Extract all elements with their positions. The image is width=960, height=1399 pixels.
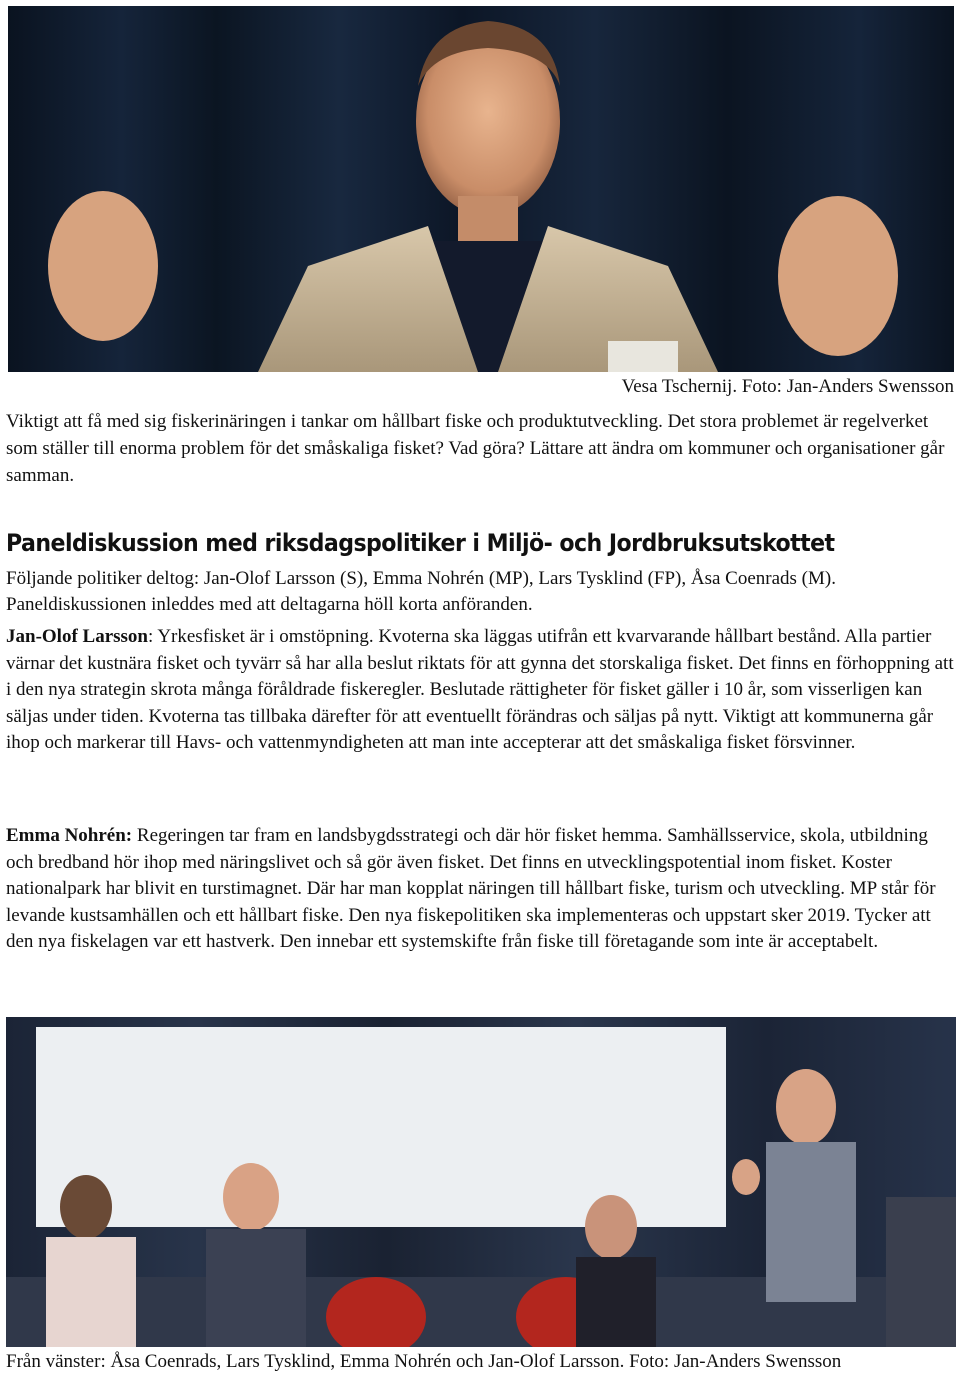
speaker-paragraph [6, 823, 954, 956]
intro-paragraph: Viktigt att få med sig fiskerinäringen i tankar om hållbart fiske och produktutveckling. Det stora problemet är regelverket som ställer till enorma problem för det småskaliga fisket? Vad göra? Lättare att ändra om kommuner och organisationer går samman. [6, 411, 945, 486]
speaker-photo [8, 6, 954, 372]
panel-photo [6, 1017, 956, 1347]
photo-caption: Vesa Tschernij. Foto: Jan-Anders Swensson [621, 376, 954, 397]
photo-caption: Från vänster: Åsa Coenrads, Lars Tysklind, Emma Nohrén och Jan-Olof Larsson. Foto: Jan-Anders Swensson [6, 1351, 842, 1372]
speaker-name: Jan-Olof Larsson [6, 626, 148, 647]
participants-paragraph: Följande politiker deltog: Jan-Olof Larsson (S), Emma Nohrén (MP), Lars Tysklind (FP), Åsa Coenrads (M). Paneldiskussionen inleddes med att deltagarna höll korta anföranden. [6, 568, 836, 615]
speaker-text: Regeringen tar fram en landsbygdsstrategi och där hör fisket hemma. Samhällsservice, skola, utbildning och bredband hör ihop med näringslivet och så gör även fisket. Det finns en utvecklingspotential inom fisket. Koster nationalpark har blivit en turstimagnet. Där har man kopplat näringen till hållbart fiske, turism och utveckling. MP står för levande kustsamhällen och ett hållbart fiske. Den nya fiskepolitiken ska implementeras och uppstart sker 2019. Tycker att den nya fiskelagen var ett hastverk. Den innebar ett systemskifte från fiske till företagande som inte är acceptabelt. [6, 825, 936, 952]
speaker-name: Emma Nohrén: [6, 825, 133, 846]
speaker-paragraph [6, 624, 954, 757]
speaker-separator: : [148, 626, 154, 647]
speaker-text: Yrkesfisket är i omstöpning. Kvoterna ska läggas utifrån ett kvarvarande hållbart bestånd. Alla partier värnar det kustnära fisket och tyvärr så har alla beslut riktats för att gynna det storskaliga fisket. Det finns en förhoppning att i den nya strategin skrota många föråldrade fiskeregler. Beslutade rättigheter för fisket gäller i 10 år, som visserligen kan säljas under tiden. Kvoterna tas tillbaka därefter för att eventuellt förändras och säljas på nytt. Viktigt att kommunerna går ihop och markerar till Havs- och vattenmyndigheten att man inte accepterar att det småskaliga fisket försvinner. [6, 626, 954, 753]
section-heading: Paneldiskussion med riksdagspolitiker i Miljö- och Jordbruksutskottet [6, 529, 835, 557]
